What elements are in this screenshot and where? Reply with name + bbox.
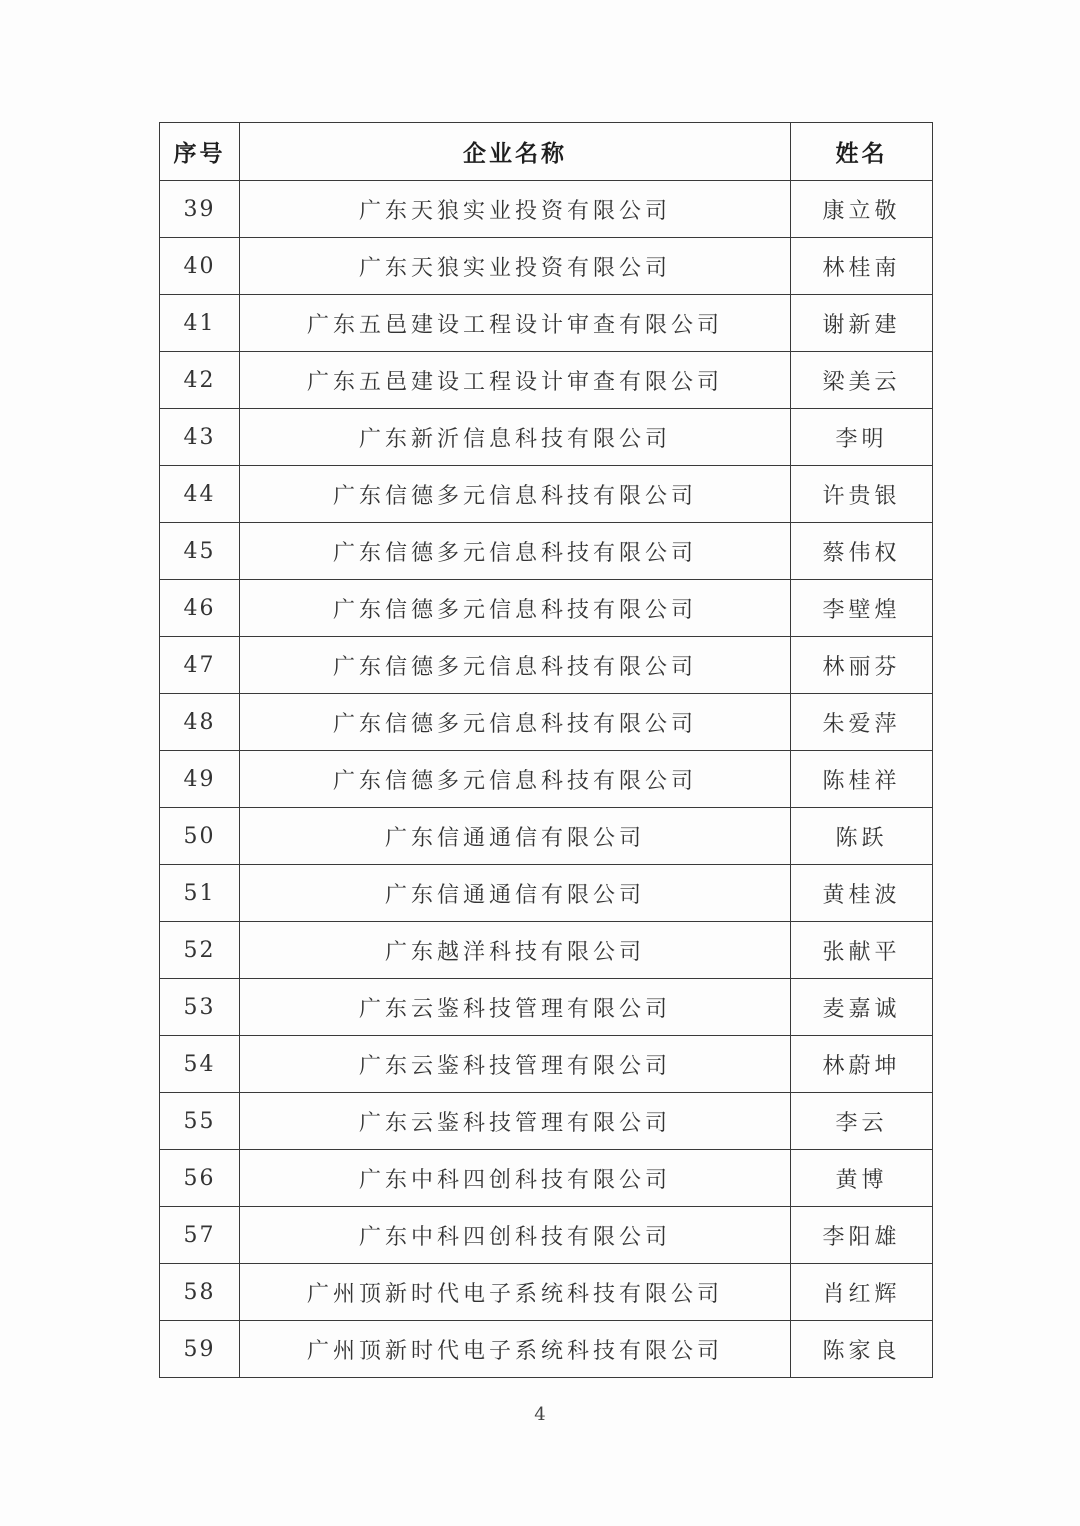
table-row [160,865,933,922]
row-number-cell: 44 [160,466,240,523]
person-name-cell: 黄桂波 [791,865,933,922]
row-number-cell: 50 [160,808,240,865]
person-name-cell: 陈桂祥 [791,751,933,808]
row-number-cell: 55 [160,1093,240,1150]
person-name-cell: 陈家良 [791,1321,933,1378]
table-row [160,523,933,580]
row-number-cell: 51 [160,865,240,922]
company-name-cell: 广东信通通信有限公司 [240,808,791,865]
row-number-cell: 58 [160,1264,240,1321]
company-name-cell: 广东信通通信有限公司 [240,865,791,922]
company-name-cell: 广东中科四创科技有限公司 [240,1150,791,1207]
company-name-cell: 广东信德多元信息科技有限公司 [240,580,791,637]
person-name-cell: 李云 [791,1093,933,1150]
table-row [160,238,933,295]
company-name-cell: 广东云鉴科技管理有限公司 [240,979,791,1036]
table-row [160,181,933,238]
header-row [160,123,933,181]
company-name-cell: 广东信德多元信息科技有限公司 [240,694,791,751]
company-name-cell: 广东信德多元信息科技有限公司 [240,523,791,580]
header-no: 序号 [160,123,240,181]
header-company: 企业名称 [240,123,791,181]
company-name-cell: 广东信德多元信息科技有限公司 [240,751,791,808]
table-row [160,1207,933,1264]
company-name-cell: 广东云鉴科技管理有限公司 [240,1093,791,1150]
row-number-cell: 43 [160,409,240,466]
row-number-cell: 39 [160,181,240,238]
person-name-cell: 李壁煌 [791,580,933,637]
company-name-cell: 广东天狼实业投资有限公司 [240,181,791,238]
person-name-cell: 李阳雄 [791,1207,933,1264]
company-name-cell: 广州顶新时代电子系统科技有限公司 [240,1264,791,1321]
table-row [160,751,933,808]
company-name-cell: 广州顶新时代电子系统科技有限公司 [240,1321,791,1378]
person-name-cell: 梁美云 [791,352,933,409]
company-name-cell: 广东云鉴科技管理有限公司 [240,1036,791,1093]
table-row [160,694,933,751]
table-body [160,181,933,1378]
person-name-cell: 林桂南 [791,238,933,295]
person-name-cell: 许贵银 [791,466,933,523]
table-row [160,979,933,1036]
table-header [160,123,933,181]
person-name-cell: 谢新建 [791,295,933,352]
row-number-cell: 49 [160,751,240,808]
person-name-cell: 张献平 [791,922,933,979]
table-row [160,1093,933,1150]
table-row [160,580,933,637]
table-row [160,352,933,409]
page-number: 4 [534,1404,546,1425]
personnel-table [159,122,933,1378]
row-number-cell: 46 [160,580,240,637]
row-number-cell: 48 [160,694,240,751]
company-name-cell: 广东五邑建设工程设计审查有限公司 [240,295,791,352]
person-name-cell: 林丽芬 [791,637,933,694]
person-name-cell: 康立敬 [791,181,933,238]
person-name-cell: 麦嘉诚 [791,979,933,1036]
company-name-cell: 广东天狼实业投资有限公司 [240,238,791,295]
row-number-cell: 54 [160,1036,240,1093]
person-name-cell: 蔡伟权 [791,523,933,580]
row-number-cell: 47 [160,637,240,694]
row-number-cell: 40 [160,238,240,295]
row-number-cell: 42 [160,352,240,409]
row-number-cell: 45 [160,523,240,580]
table-row [160,637,933,694]
row-number-cell: 56 [160,1150,240,1207]
person-name-cell: 朱爱萍 [791,694,933,751]
person-name-cell: 肖红辉 [791,1264,933,1321]
table-row [160,295,933,352]
company-name-cell: 广东中科四创科技有限公司 [240,1207,791,1264]
table-row [160,409,933,466]
table-row [160,808,933,865]
company-name-cell: 广东信德多元信息科技有限公司 [240,466,791,523]
row-number-cell: 52 [160,922,240,979]
company-name-cell: 广东越洋科技有限公司 [240,922,791,979]
table-row [160,1150,933,1207]
company-name-cell: 广东信德多元信息科技有限公司 [240,637,791,694]
table-row [160,1036,933,1093]
row-number-cell: 53 [160,979,240,1036]
table-row [160,1264,933,1321]
person-name-cell: 林蔚坤 [791,1036,933,1093]
person-name-cell: 黄博 [791,1150,933,1207]
table-row [160,1321,933,1378]
table-row [160,466,933,523]
table-row [160,922,933,979]
company-name-cell: 广东新沂信息科技有限公司 [240,409,791,466]
person-name-cell: 陈跃 [791,808,933,865]
person-name-cell: 李明 [791,409,933,466]
company-name-cell: 广东五邑建设工程设计审查有限公司 [240,352,791,409]
row-number-cell: 59 [160,1321,240,1378]
row-number-cell: 41 [160,295,240,352]
row-number-cell: 57 [160,1207,240,1264]
header-name: 姓名 [791,123,933,181]
